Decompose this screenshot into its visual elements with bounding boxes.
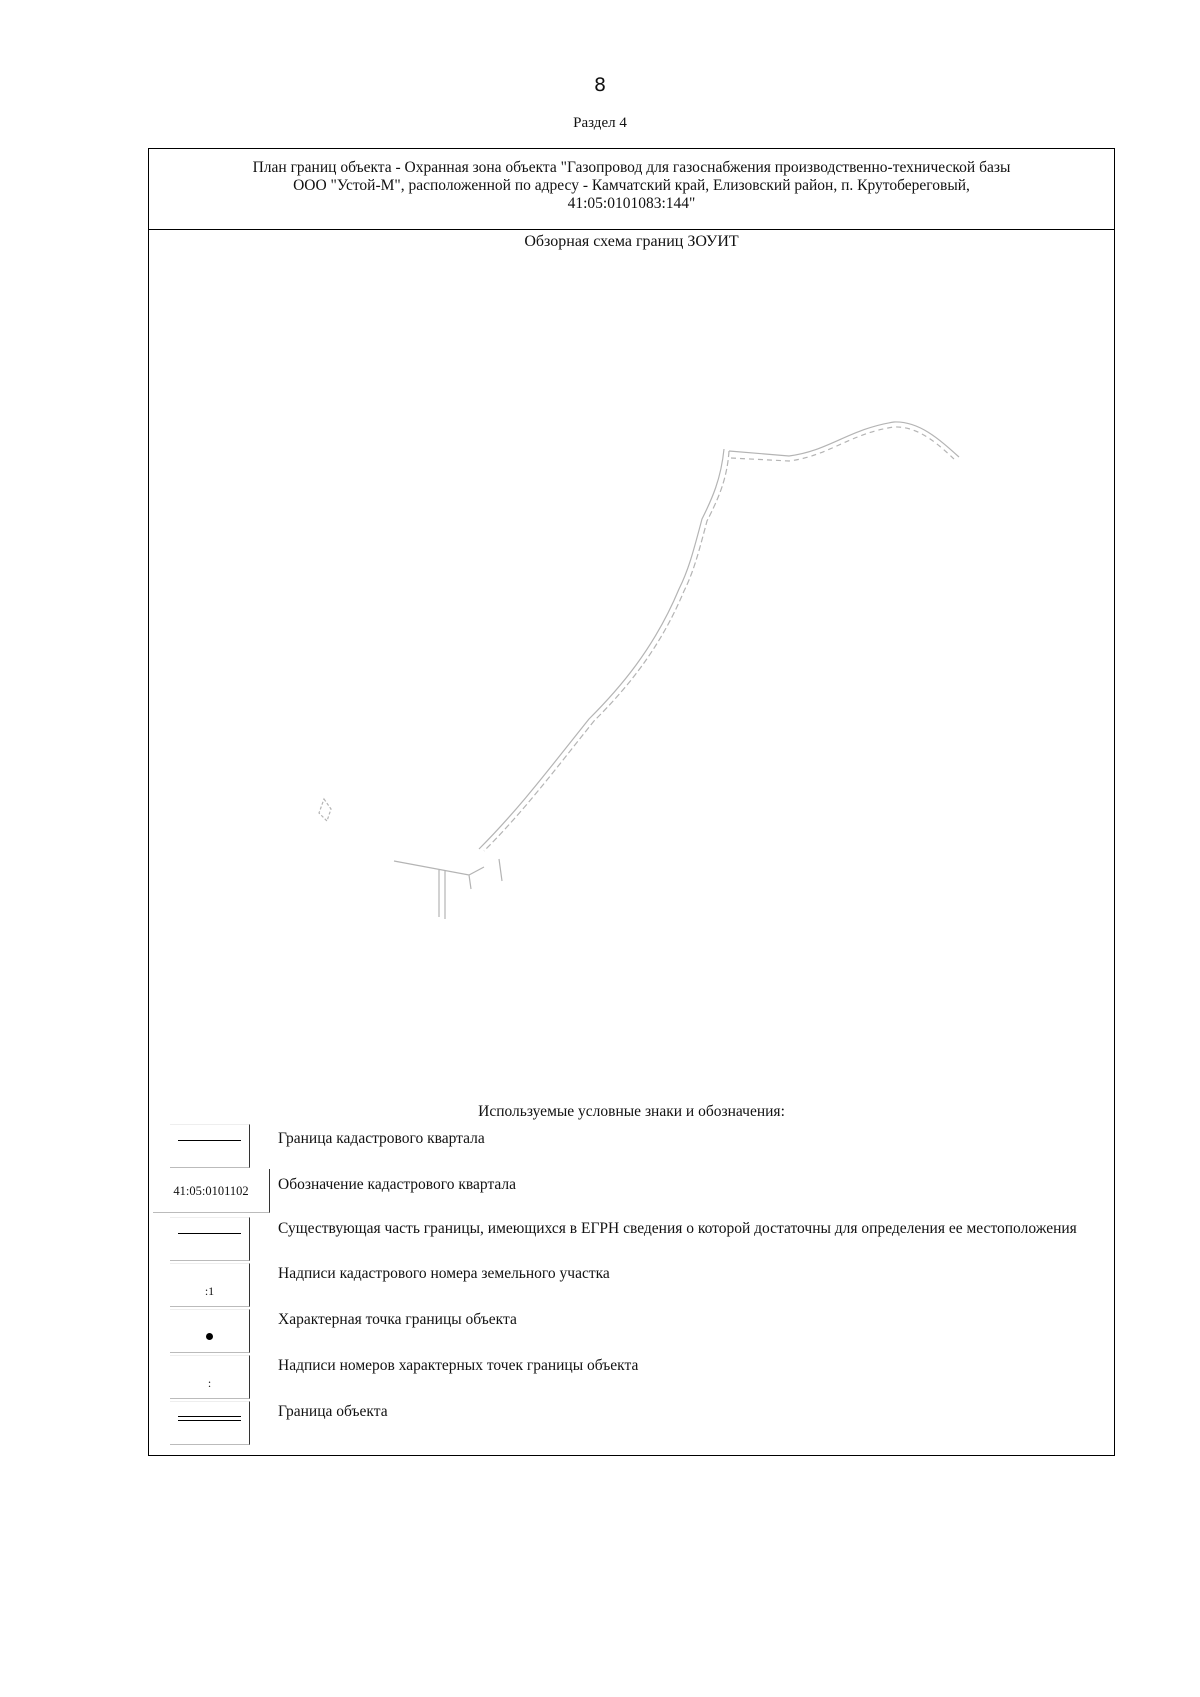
page-number: 8 (593, 74, 607, 96)
plan-frame (148, 148, 1115, 1456)
legend-text: Существующая часть границы, имеющихся в ЕГРН сведения о которой достаточны для определения ее местоположения (278, 1220, 1077, 1237)
zone-boundary-line (731, 427, 954, 461)
legend-text: Надписи номеров характерных точек границы объекта (278, 1357, 639, 1374)
zone-boundary-line (484, 451, 729, 851)
legend-text: Надписи кадастрового номера земельного участка (278, 1265, 610, 1282)
legend-text: Характерная точка границы объекта (278, 1311, 517, 1328)
existing-boundary-part-symbol (170, 1217, 250, 1261)
legend-title: Используемые условные знаки и обозначения: (478, 1103, 785, 1120)
legend-text: Обозначение кадастрового квартала (278, 1176, 517, 1193)
zone-boundary-line (479, 449, 724, 849)
legend-text: Граница объекта (278, 1403, 388, 1420)
cadastral-quarter-code-symbol: 41:05:0101102 (153, 1169, 270, 1213)
section-label: Раздел 4 (573, 115, 627, 131)
header-line-1: План границ объекта - Охранная зона объекта "Газопровод для газоснабжения производственно-технической базы (252, 159, 1011, 176)
object-boundary-symbol (170, 1401, 250, 1445)
zone-boundary-line (319, 799, 331, 821)
characteristic-point-symbol (170, 1309, 250, 1353)
header-line-3: 41:05:0101083:144" (567, 195, 696, 212)
point-number-label-symbol: : (170, 1355, 250, 1399)
zone-boundary-line (394, 859, 502, 919)
header-line-2: ООО "Устой-М", расположенной по адресу - Камчатский край, Елизовский район, п. Крутобереговый, (293, 177, 970, 194)
cadastral-quarter-boundary-symbol (170, 1124, 250, 1168)
scheme-title: Обзорная схема границ ЗОУИТ (524, 233, 739, 250)
overview-map (149, 149, 1113, 1089)
parcel-number-label-symbol: :1 (170, 1263, 250, 1307)
legend-text: Граница кадастрового квартала (278, 1130, 485, 1147)
zone-boundary-line (729, 422, 959, 457)
